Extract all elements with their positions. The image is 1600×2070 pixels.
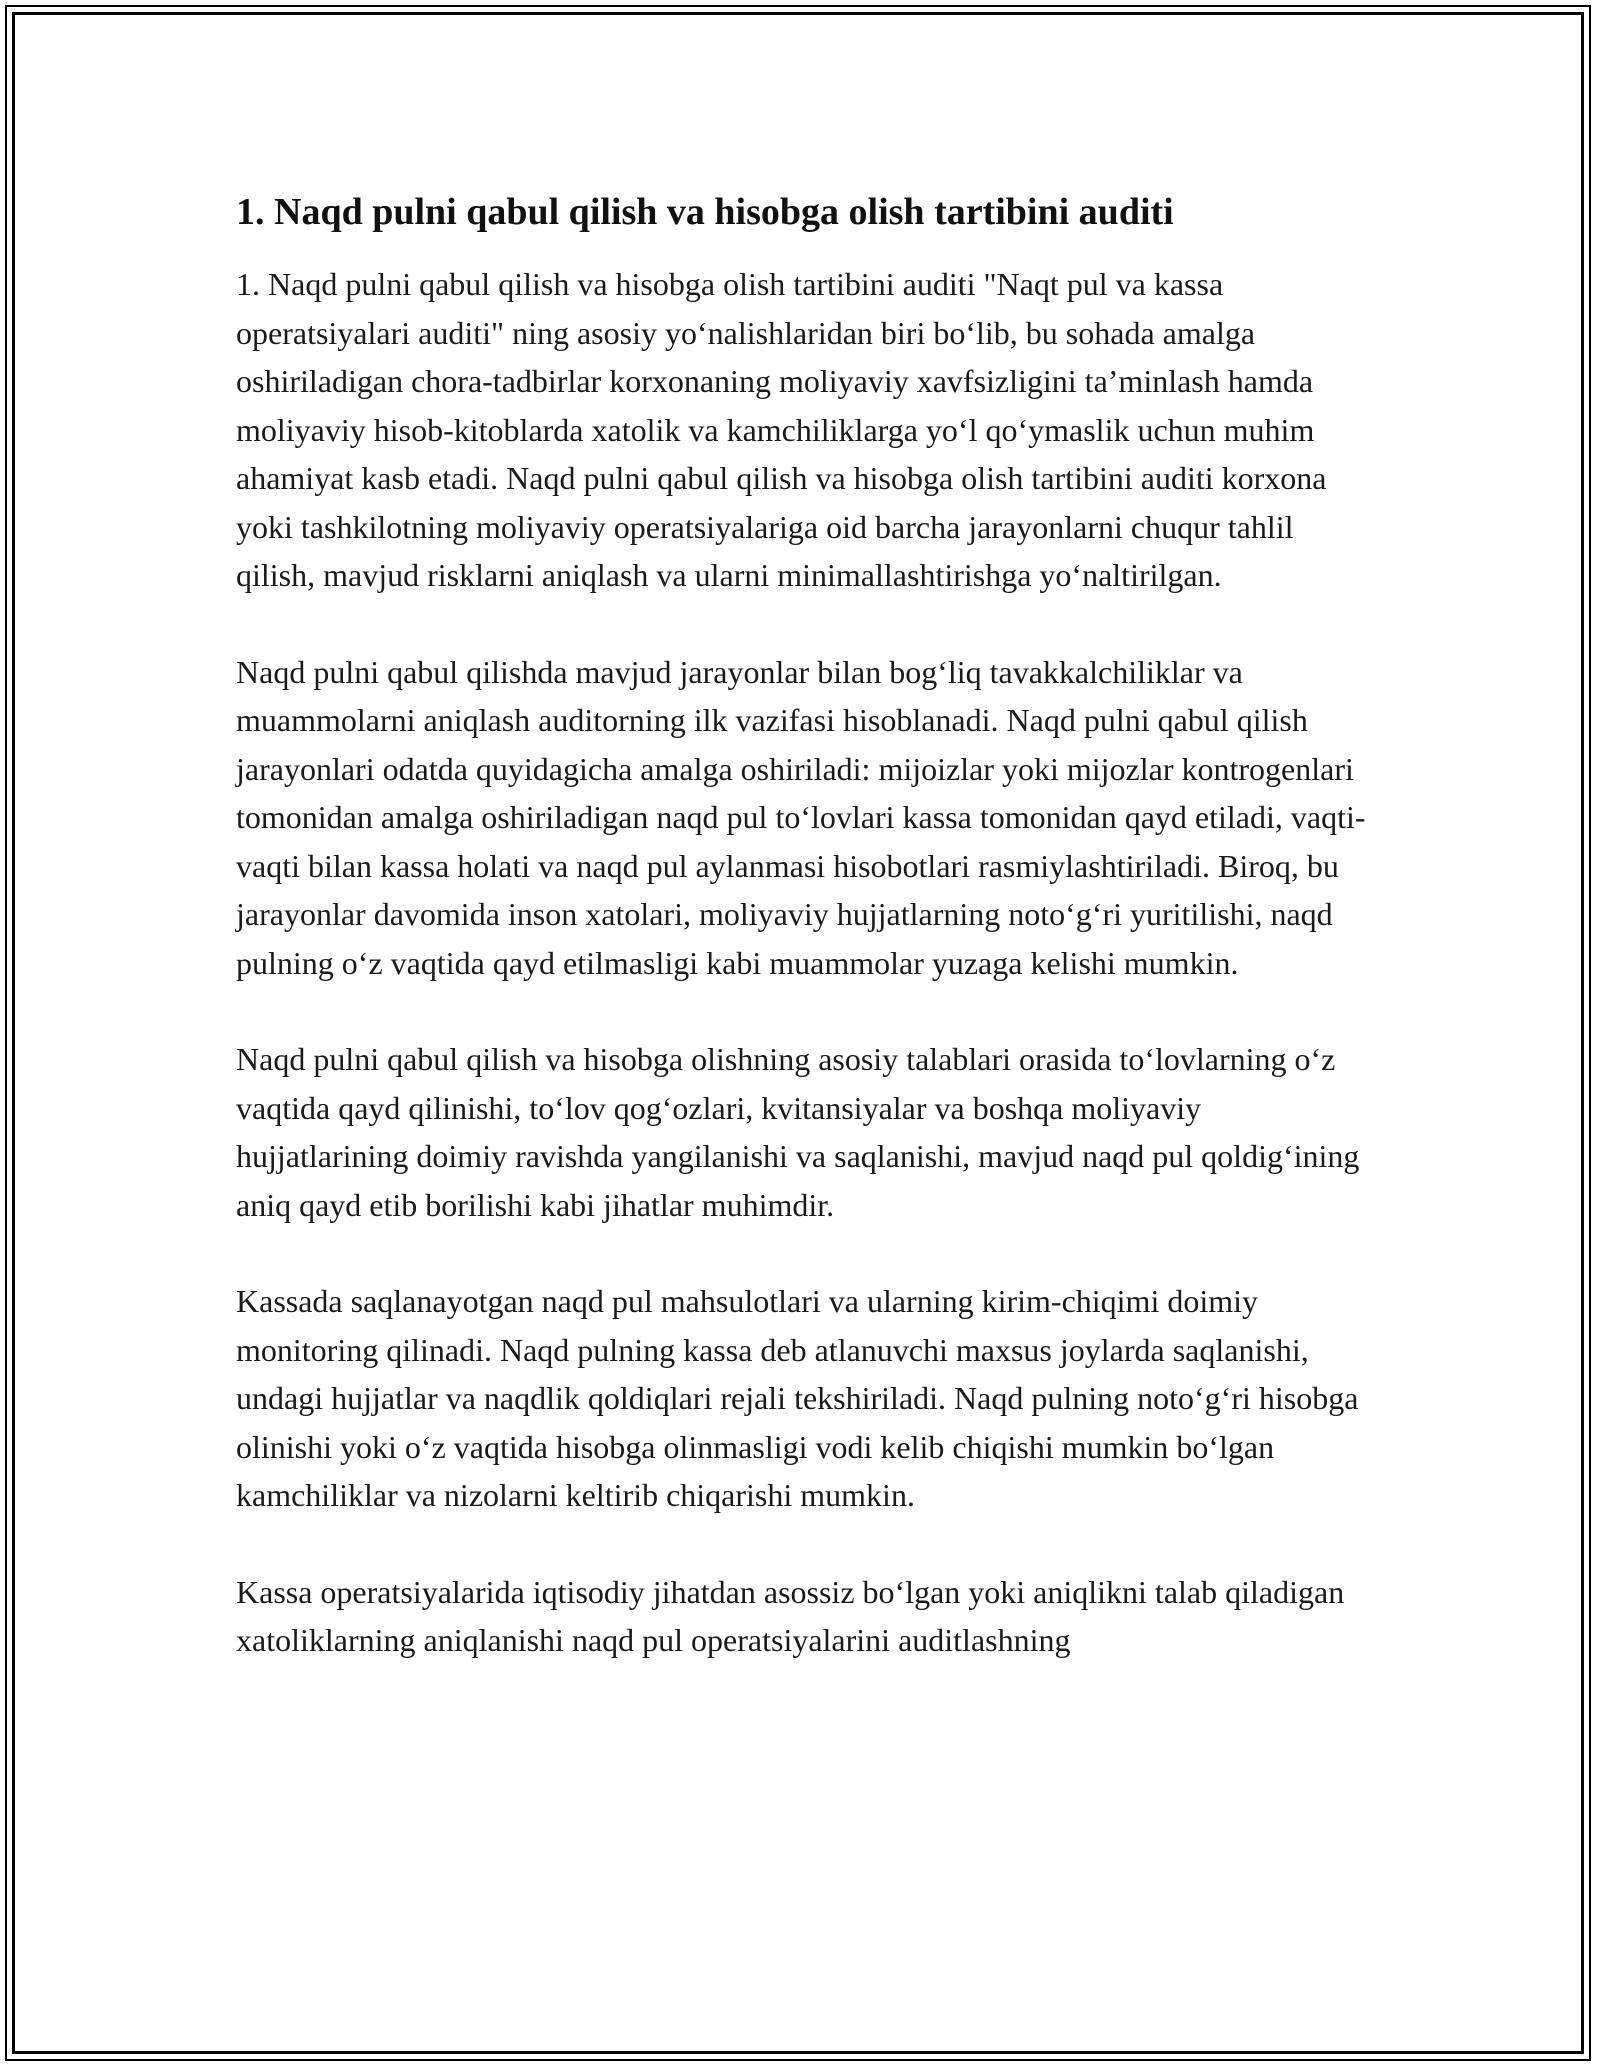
paragraph: 1. Naqd pulni qabul qilish va hisobga olish tartibini auditi "Naqt pul va kassa operatsiyalari auditi" ning asosiy yo‘nalishlaridan biri bo‘lib, bu sohada amalga oshiriladigan chora-tadbirlar korxonaning moliyaviy xavfsizligini ta’minlash hamda moliyaviy hisob-kitoblarda xatolik va kamchiliklarga yo‘l qo‘ymaslik uchun muhim ahamiyat kasb etadi. Naqd pulni qabul qilish va hisobga olish tartibini auditi korxona yoki tashkilotning moliyaviy operatsiyalariga oid barcha jarayonlarni chuqur tahlil qilish, mavjud risklarni aniqlash va ularni minimallashtirishga yo‘naltirilgan. [236, 266, 1327, 593]
section-heading: 1. Naqd pulni qabul qilish va hisobga olish tartibini auditi [236, 191, 1174, 233]
paragraph: Kassada saqlanayotgan naqd pul mahsulotlari va ularning kirim-chiqimi doimiy monitoring qilinadi. Naqd pulning kassa deb atlanuvchi maxsus joylarda saqlanishi, undagi hujjatlar va naqdlik qoldiqlari rejali tekshiriladi. Naqd pulning noto‘g‘ri hisobga olinishi yoki o‘z vaqtida hisobga olinmasligi vodi kelib chiqishi mumkin bo‘lgan kamchiliklar va nizolarni keltirib chiqarishi mumkin. [236, 1283, 1359, 1513]
paragraph: Kassa operatsiyalarida iqtisodiy jihatdan asossiz bo‘lgan yoki aniqlikni talab qiladigan xatoliklarning aniqlanishi naqd pul operatsiyalarini auditlashning [236, 1573, 1345, 1658]
paragraph: Naqd pulni qabul qilish va hisobga olishning asosiy talablari orasida to‘lovlarning o‘z vaqtida qayd qilinishi, to‘lov qog‘ozlari, kvitansiyalar va boshqa moliyaviy hujjatlarining doimiy ravishda yangilanishi va saqlanishi, mavjud naqd pul qoldig‘ining aniq qayd etib borilishi kabi jihatlar muhimdir. [236, 1041, 1360, 1223]
document-body [236, 186, 1376, 1713]
paragraph: Naqd pulni qabul qilishda mavjud jarayonlar bilan bog‘liq tavakkalchiliklar va muammolarni aniqlash auditorning ilk vazifasi hisoblanadi. Naqd pulni qabul qilish jarayonlari odatda quyidagicha amalga oshiriladi: mijoizlar yoki mijozlar kontrogenlari tomonidan amalga oshiriladigan naqd pul to‘lovlari kassa tomonidan qayd etiladi, vaqti-vaqti bilan kassa holati va naqd pul aylanmasi hisobotlari rasmiylashtiriladi. Biroq, bu jarayonlar davomida inson xatolari, moliyaviy hujjatlarning noto‘g‘ri yuritilishi, naqd pulning o‘z vaqtida qayd etilmasligi kabi muammolar yuzaga kelishi mumkin. [236, 653, 1366, 981]
